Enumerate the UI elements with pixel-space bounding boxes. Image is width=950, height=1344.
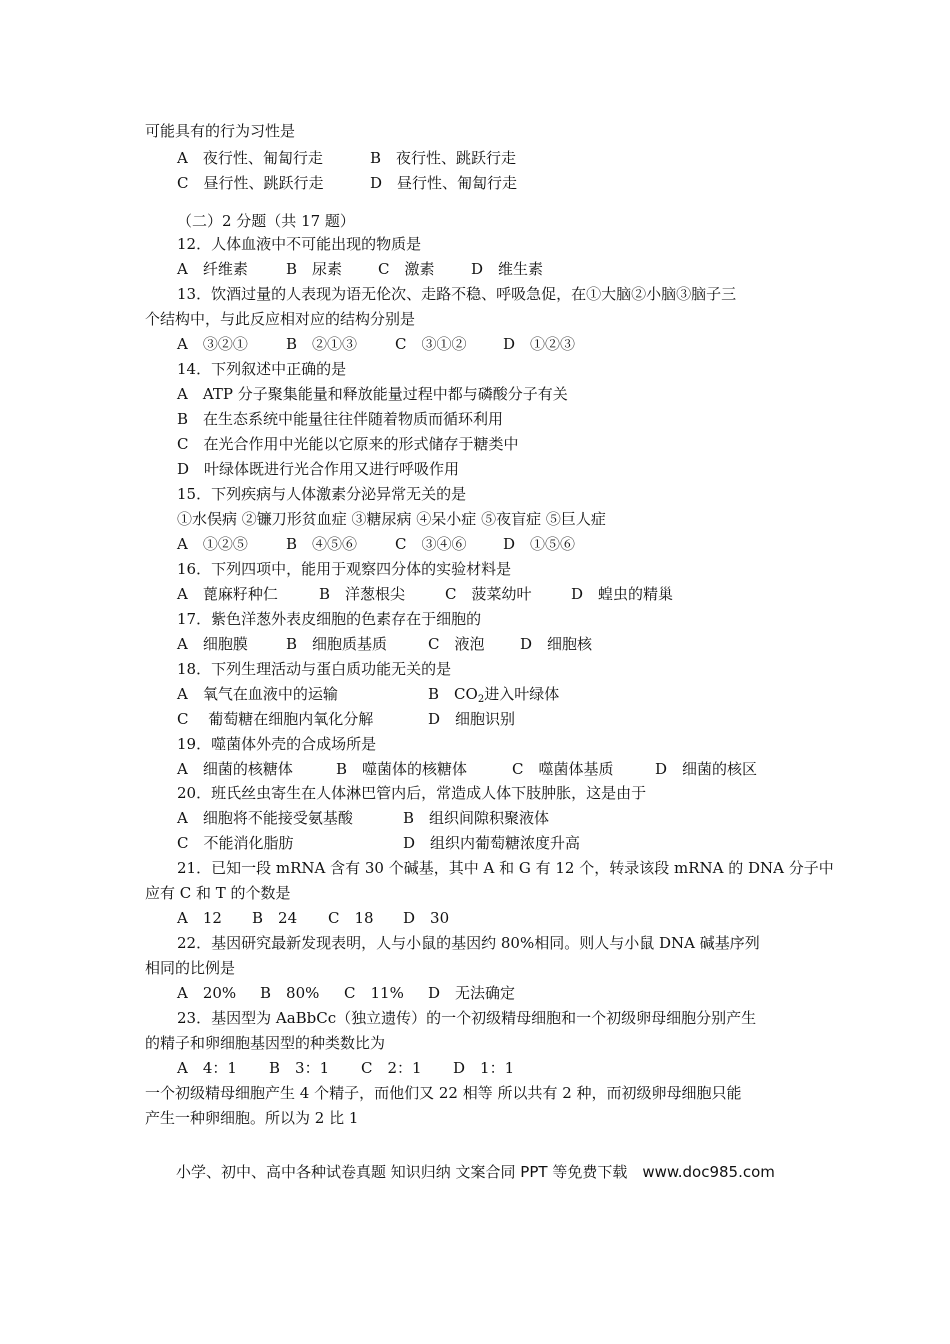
q16-stem: 16．下列四项中，能用于观察四分体的实验材料是 — [177, 560, 512, 578]
q17-option-d: D 细胞核 — [520, 635, 593, 653]
q18-option-c: C 葡萄糖在细胞内氧化分解 — [177, 710, 374, 728]
q21-stem-cont: 应有 C 和 T 的个数是 — [145, 884, 291, 902]
q16-option-c: C 菠菜幼叶 — [445, 585, 532, 603]
q18-stem: 18．下列生理活动与蛋白质功能无关的是 — [177, 660, 452, 678]
q21-option-b: B 24 — [252, 909, 298, 927]
q20-option-c: C 不能消化脂肪 — [177, 834, 294, 852]
q13-stem: 13．饮酒过量的人表现为语无伦次、走路不稳、呼吸急促，在①大脑②小脑③脑子三 — [177, 285, 737, 303]
q22-stem-cont: 相同的比例是 — [145, 959, 236, 977]
q18-option-b-prefix: B CO — [428, 685, 478, 703]
q19-option-b: B 噬菌体的核糖体 — [336, 760, 468, 778]
q21-option-d: D 30 — [403, 909, 450, 927]
q13-stem-cont: 个结构中，与此反应相对应的结构分别是 — [145, 310, 416, 328]
q15-stem: 15．下列疾病与人体激素分泌异常无关的是 — [177, 485, 467, 503]
q18-option-a: A 氧气在血液中的运输 — [177, 685, 338, 703]
q14-option-a: A ATP 分子聚集能量和释放能量过程中都与磷酸分子有关 — [177, 385, 568, 403]
q18-option-d: D 细胞识别 — [428, 710, 516, 728]
q11-option-d: D 昼行性、匍匐行走 — [370, 174, 518, 192]
q14-stem: 14．下列叙述中正确的是 — [177, 360, 347, 378]
q11-stem-cont: 可能具有的行为习性是 — [145, 122, 296, 140]
q15-list: ①水俣病 ②镰刀形贫血症 ③糖尿病 ④呆小症 ⑤夜盲症 ⑤巨人症 — [177, 510, 606, 528]
q23-option-a: A 4：1 — [177, 1059, 237, 1077]
q22-option-d: D 无法确定 — [428, 984, 516, 1002]
answer-note-cont: 产生一种卵细胞。所以为 2 比 1 — [145, 1109, 359, 1127]
q17-option-c: C 液泡 — [428, 635, 485, 653]
q22-option-b: B 80% — [260, 984, 320, 1002]
q12-option-d: D 维生素 — [471, 260, 544, 278]
q19-stem: 19．噬菌体外壳的合成场所是 — [177, 735, 377, 753]
q21-stem: 21．已知一段 mRNA 含有 30 个碱基，其中 A 和 G 有 12 个，转录该段 mRNA 的 DNA 分子中 — [177, 859, 834, 877]
q12-stem: 12．人体血液中不可能出现的物质是 — [177, 235, 422, 253]
answer-note: 一个初级精母细胞产生 4 个精子，而他们又 22 相等 所以共有 2 种，而初级卵母细胞只能 — [145, 1084, 742, 1102]
q14-option-d: D 叶绿体既进行光合作用又进行呼吸作用 — [177, 460, 460, 478]
q19-option-d: D 细菌的核区 — [655, 760, 758, 778]
q15-option-a: A ①②⑤ — [177, 535, 248, 553]
q23-stem: 23．基因型为 AaBbCc（独立遗传）的一个初级精母细胞和一个初级卵母细胞分别产生 — [177, 1009, 757, 1027]
q14-option-c: C 在光合作用中光能以它原来的形式储存于糖类中 — [177, 435, 519, 453]
q11-option-a: A 夜行性、匍匐行走 — [177, 149, 323, 167]
q20-option-b: B 组织间隙积聚液体 — [403, 809, 550, 827]
q21-option-a: A 12 — [177, 909, 222, 927]
q15-option-c: C ③④⑥ — [395, 535, 467, 553]
q15-option-d: D ①⑤⑥ — [503, 535, 576, 553]
q15-option-b: B ④⑤⑥ — [286, 535, 358, 553]
q17-option-b: B 细胞质基质 — [286, 635, 388, 653]
q11-option-c: C 昼行性、跳跃行走 — [177, 174, 324, 192]
q16-option-a: A 蓖麻籽种仁 — [177, 585, 278, 603]
q21-option-c: C 18 — [328, 909, 374, 927]
q12-option-b: B 尿素 — [286, 260, 343, 278]
q16-option-b: B 洋葱根尖 — [319, 585, 406, 603]
q20-stem: 20．班氏丝虫寄生在人体淋巴管内后，常造成人体下肢肿胀，这是由于 — [177, 784, 647, 802]
q22-stem: 22．基因研究最新发现表明，人与小鼠的基因约 80%相同。则人与小鼠 DNA 碱基序列 — [177, 934, 760, 952]
q18-option-b — [428, 684, 559, 710]
q18-option-b-suffix: 进入叶绿体 — [484, 685, 560, 703]
q11-option-b: B 夜行性、跳跃行走 — [370, 149, 517, 167]
q13-option-b: B ②①③ — [286, 335, 358, 353]
q18-option-b-subscript: 2 — [477, 694, 485, 705]
q13-option-a: A ③②① — [177, 335, 248, 353]
section-heading: （二）2 分题（共 17 题） — [177, 212, 355, 230]
q23-option-c: C 2：1 — [361, 1059, 422, 1077]
q14-option-b: B 在生态系统中能量往往伴随着物质而循环利用 — [177, 410, 504, 428]
q23-option-b: B 3：1 — [269, 1059, 330, 1077]
q19-option-c: C 噬菌体基质 — [512, 760, 614, 778]
q12-option-c: C 激素 — [378, 260, 435, 278]
q20-option-a: A 细胞将不能接受氨基酸 — [177, 809, 353, 827]
footer-ad: 小学、初中、高中各种试卷真题 知识归纳 文案合同 PPT 等免费下载 www.doc985.com — [176, 1163, 775, 1181]
q20-option-d: D 组织内葡萄糖浓度升高 — [403, 834, 581, 852]
q23-option-d: D 1：1 — [453, 1059, 515, 1077]
q23-stem-cont: 的精子和卵细胞基因型的种类数比为 — [145, 1034, 386, 1052]
q13-option-d: D ①②③ — [503, 335, 576, 353]
q12-option-a: A 纤维素 — [177, 260, 248, 278]
q19-option-a: A 细菌的核糖体 — [177, 760, 293, 778]
q16-option-d: D 蝗虫的精巢 — [571, 585, 674, 603]
q17-option-a: A 细胞膜 — [177, 635, 248, 653]
q17-stem: 17．紫色洋葱外表皮细胞的色素存在于细胞的 — [177, 610, 482, 628]
q22-option-c: C 11% — [344, 984, 404, 1002]
q22-option-a: A 20% — [177, 984, 237, 1002]
q13-option-c: C ③①② — [395, 335, 467, 353]
